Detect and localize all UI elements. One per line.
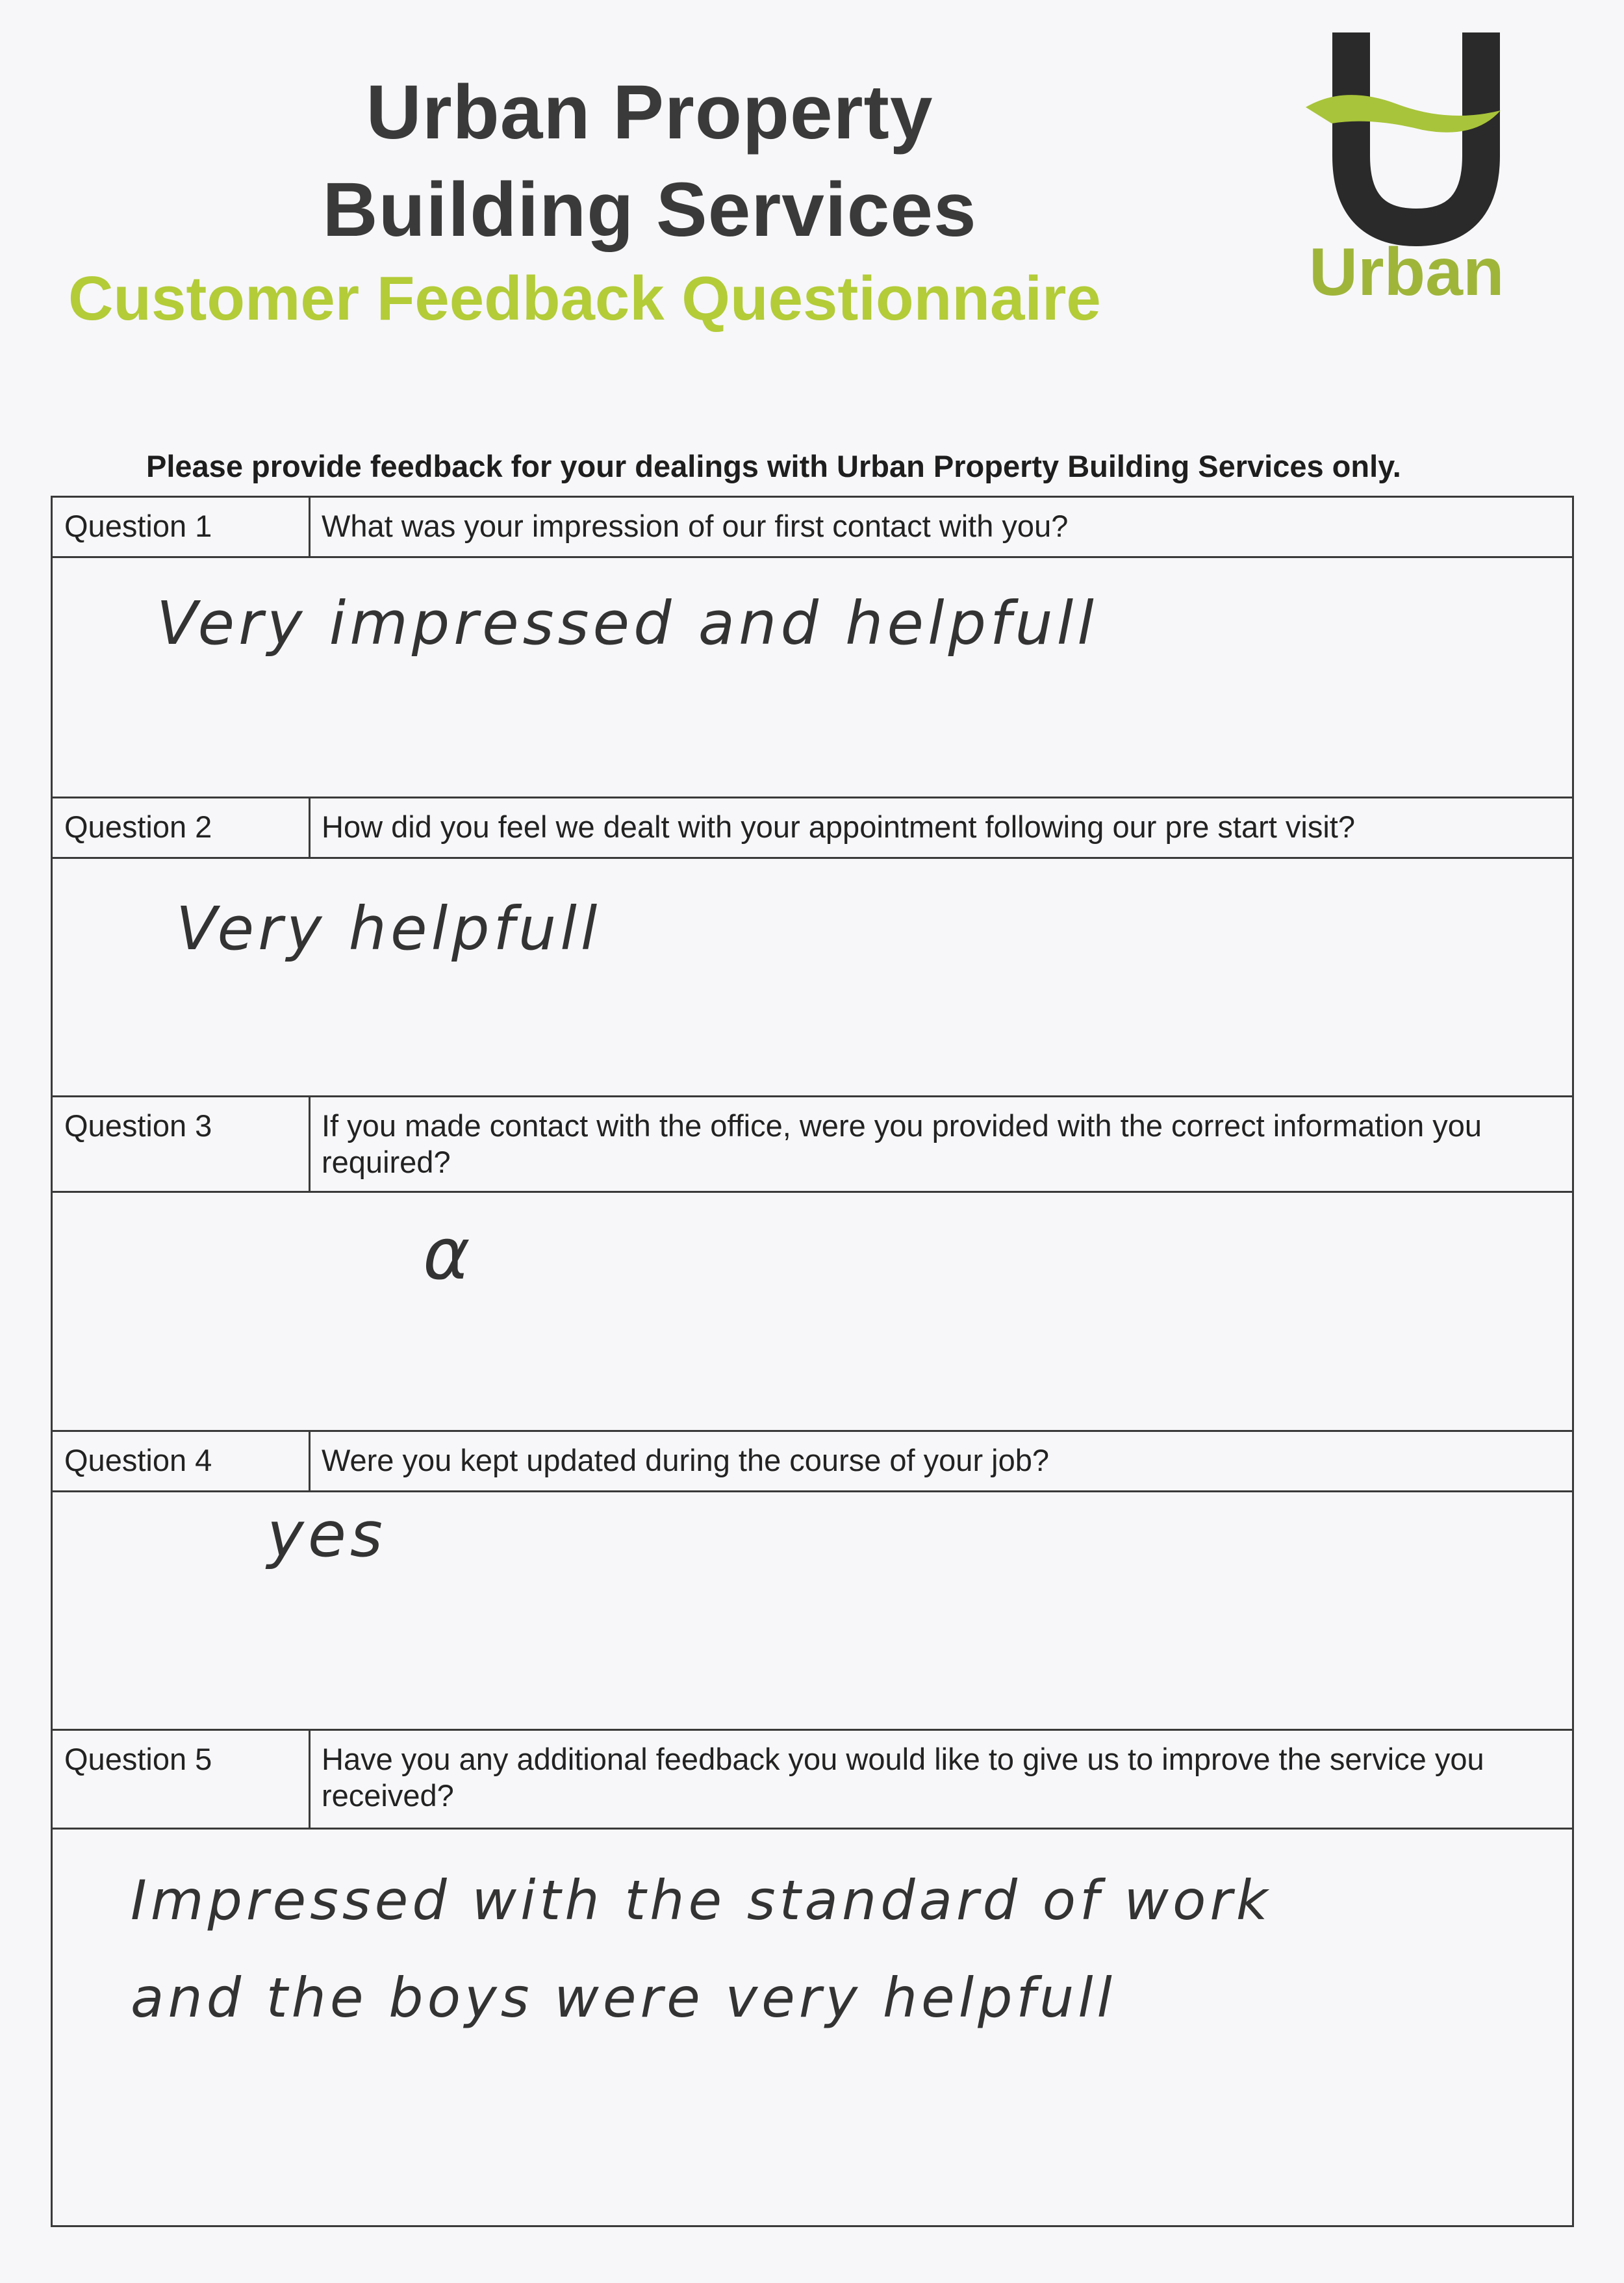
instruction-text: Please provide feedback for your dealings with Urban Property Building Services only. <box>146 449 1401 483</box>
column-divider <box>309 1097 311 1191</box>
logo-wordmark: Urban <box>1309 235 1504 310</box>
question-4-label: Question 4 <box>64 1443 212 1477</box>
question-1-text: What was your impression of our first contact with you? <box>322 509 1069 543</box>
question-3-text: If you made contact with the office, were you provided with the correct information you required? <box>322 1108 1482 1179</box>
form-subtitle: Customer Feedback Questionnaire <box>68 264 1101 333</box>
column-divider <box>309 1731 311 1828</box>
question-1-answer[interactable]: Very impressed and helpfull <box>157 589 1098 658</box>
question-3-header <box>53 1095 1572 1193</box>
column-divider <box>309 498 311 556</box>
question-5-header <box>53 1729 1572 1830</box>
question-3-label: Question 3 <box>64 1108 212 1143</box>
question-2-answer[interactable]: Very helpfull <box>176 894 602 963</box>
question-1-header <box>53 496 1572 558</box>
question-4-answer[interactable]: yes <box>267 1498 387 1571</box>
column-divider <box>309 1432 311 1490</box>
question-5-label: Question 5 <box>64 1742 212 1776</box>
question-4-header <box>53 1430 1572 1492</box>
question-5-answer-line1[interactable]: Impressed with the standard of work <box>131 1868 1272 1932</box>
company-name-line2: Building Services <box>322 167 977 253</box>
question-5-text: Have you any additional feedback you would like to give us to improve the service you received? <box>322 1742 1484 1813</box>
question-2-text: How did you feel we dealt with your appointment following our pre start visit? <box>322 810 1355 844</box>
column-divider <box>309 798 311 857</box>
company-name-line1: Urban Property <box>366 70 933 155</box>
question-2-header <box>53 797 1572 859</box>
question-3-answer[interactable]: α <box>423 1212 474 1295</box>
question-5-answer-line2[interactable]: and the boys were very helpfull <box>131 1966 1116 2030</box>
feedback-form <box>51 496 1574 2227</box>
question-4-text: Were you kept updated during the course of your job? <box>322 1443 1050 1477</box>
question-2-label: Question 2 <box>64 810 212 844</box>
question-1-label: Question 1 <box>64 509 212 543</box>
